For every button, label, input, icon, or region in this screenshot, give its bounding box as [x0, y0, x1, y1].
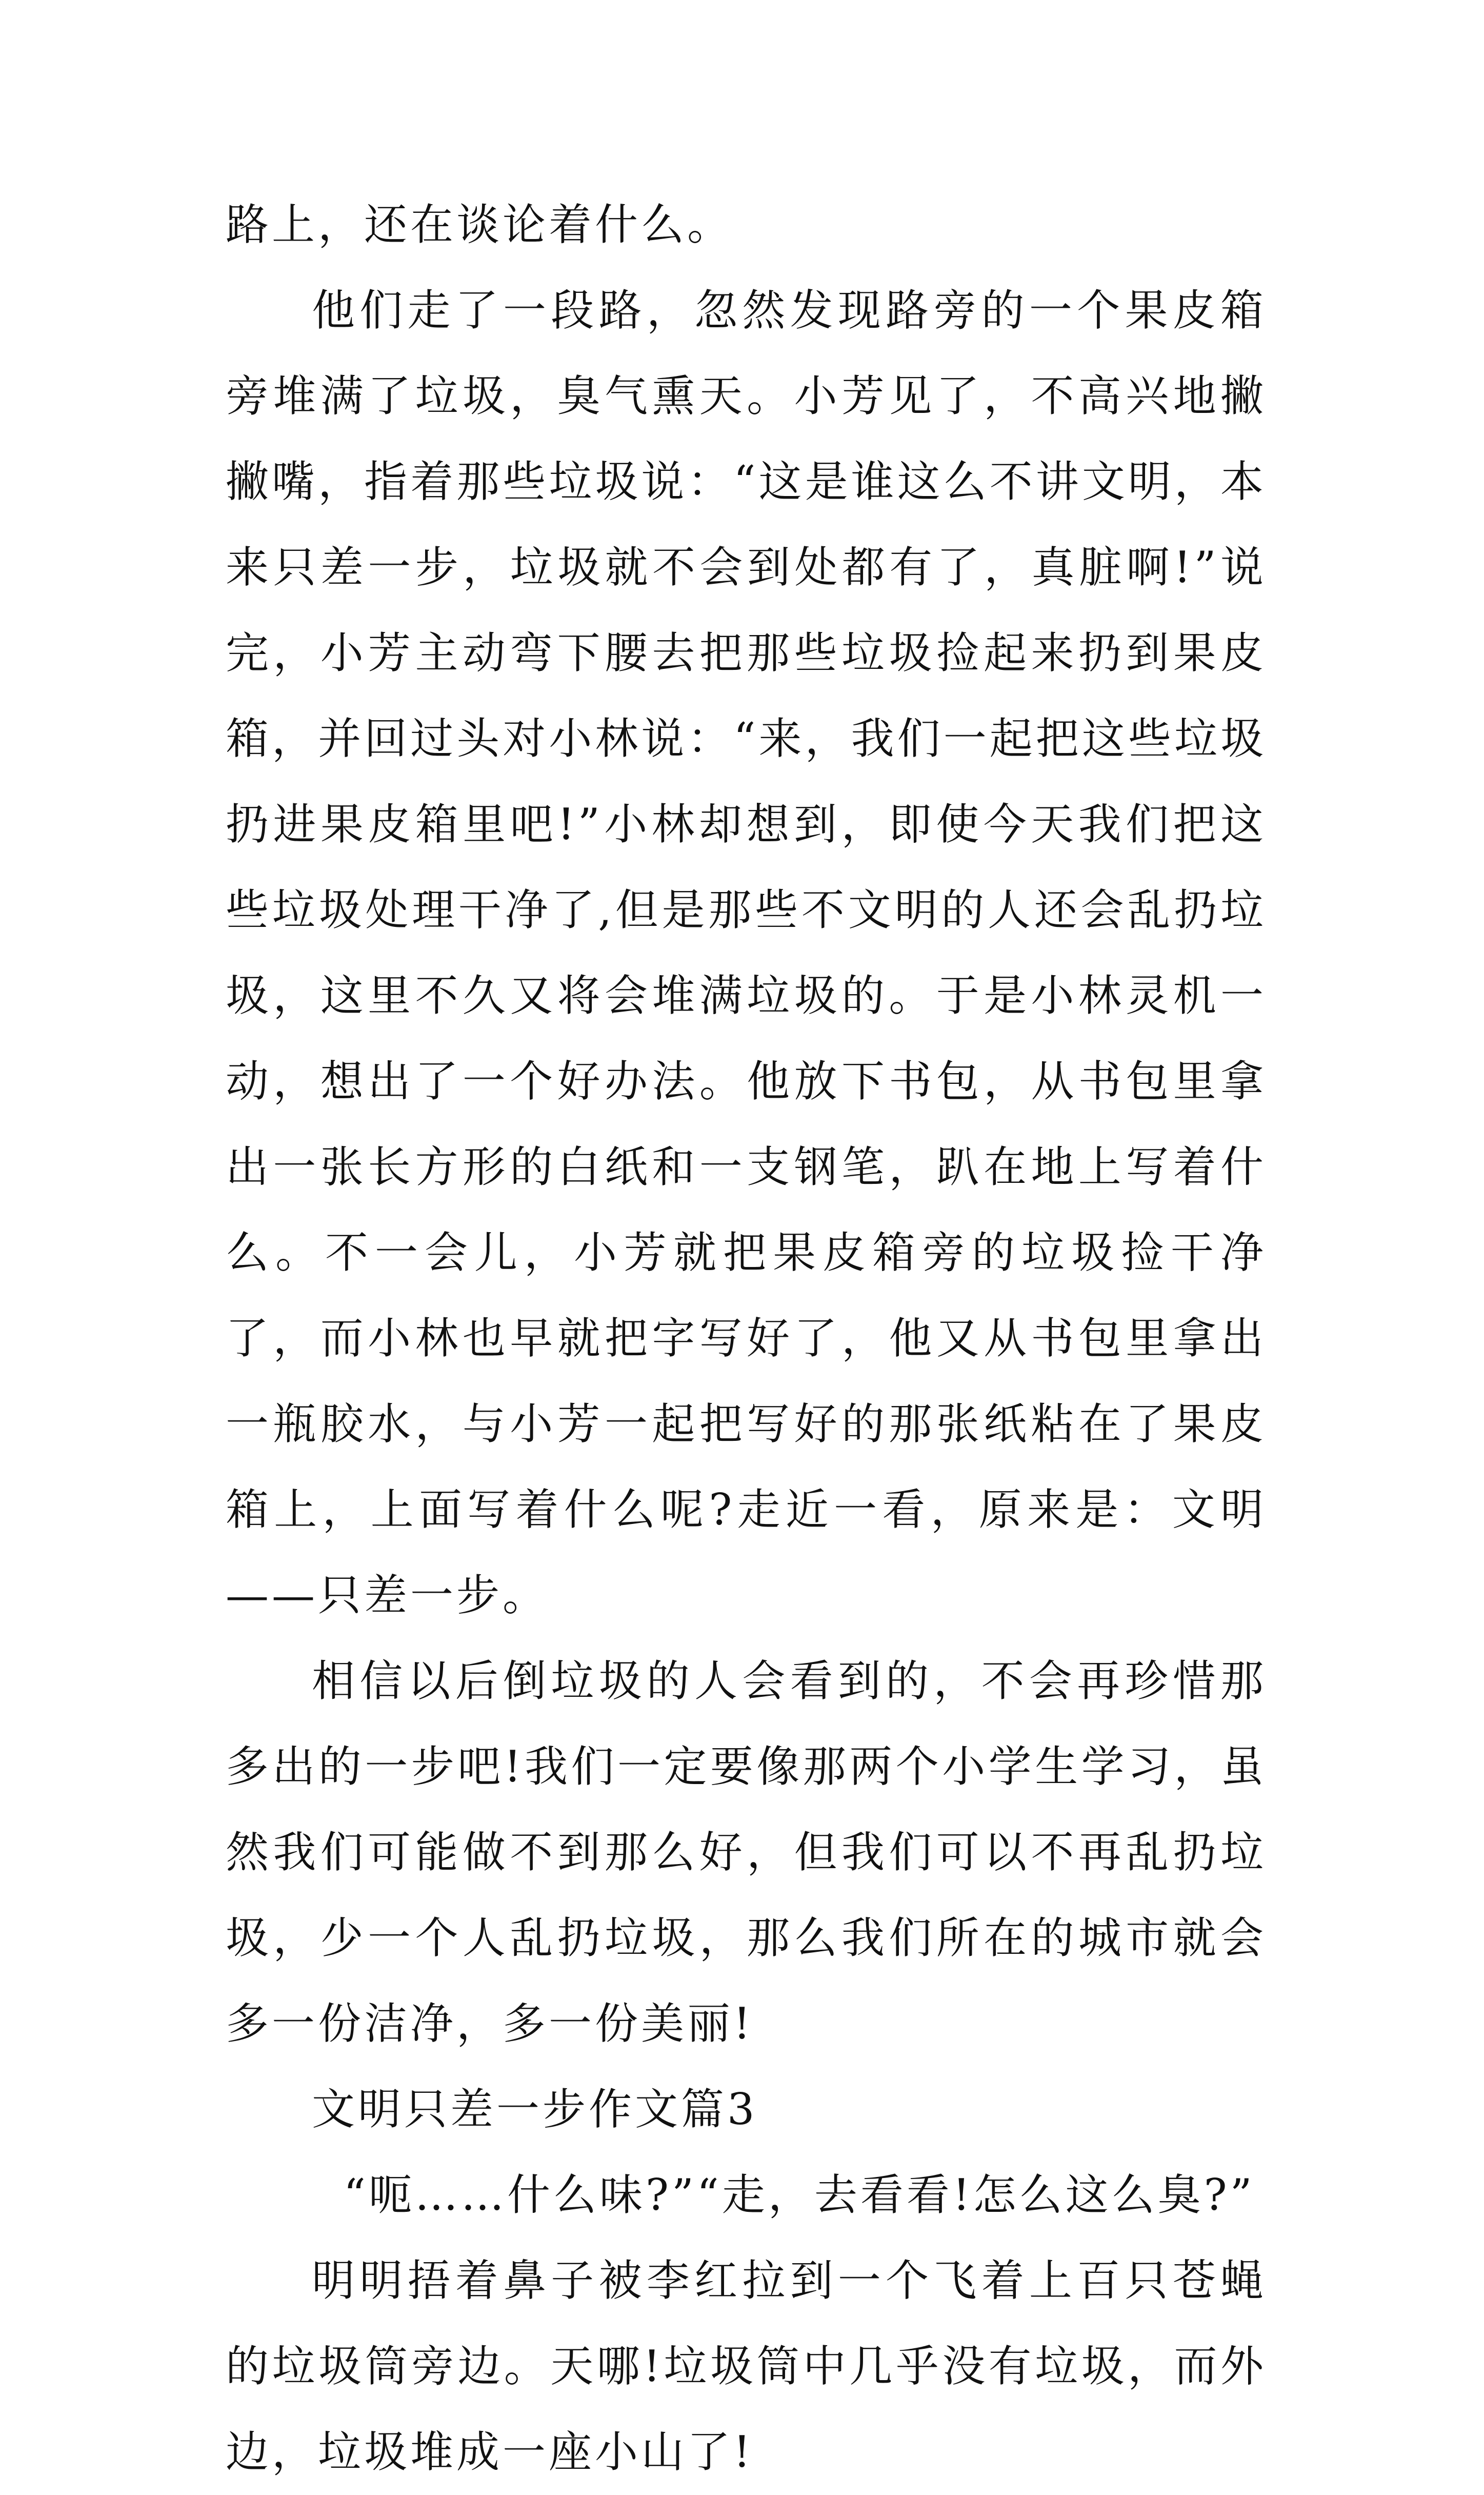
document-body	[226, 182, 1267, 2495]
paragraph-scene: 明明捂着鼻子被李红拉到一个飞着上百只苍蝇的垃圾筒旁边。天哪!垃圾筒中几乎没有垃圾，而外边，垃圾堆成一座小山了!	[226, 2255, 1267, 2477]
paragraph-story: 他们走了一段路，忽然发现路旁的一个果皮箱旁堆满了垃圾，臭气熏天。小芳见了，不高兴地撇撇嘴，指着那些垃圾说：“这是谁这么不讲文明，本来只差一步，垃圾就不会到处都有了，真脏啊!”说完，小芳主动弯下腰去把那些垃圾捡起来扔到果皮箱，并回过头对小林说：“来，我们一起把这些垃圾扔进果皮箱里吧!”小林却想到，即使今天我们把这些垃圾处理干净了,但是那些不文明的人还会乱扔垃圾，这里不久又将会堆满垃圾的。于是小林灵机一动，想出了一个好办法。他放下书包，从书包里拿出一张长方形的白纸和一支钢笔，趴在地上写着什么。不一会儿，小芳就把果皮箱旁的垃圾捡干净了，而小林也早就把字写好了，他又从书包里拿出一瓶胶水，与小芳一起把写好的那张纸粘在了果皮箱上，上面写着什么呢?走近一看，原来是：文明——只差一步。	[226, 285, 1267, 1620]
paragraph-dialogue: “呃……什么味?”“走，去看看!怎么这么臭?”	[344, 2170, 1255, 2220]
paragraph-continuation: 路上，还在谈论着什么。	[226, 200, 734, 250]
section-heading: 文明只差一步作文篇3	[312, 2084, 758, 2134]
paragraph-conclusion: 相信以后倒垃圾的人会看到的，不会再珍惜那多出的一步吧!我们一定要像那两个小学生学习，虽然我们可能做不到那么好，但我们可以不再乱扔垃圾，少一个人乱扔垃圾，那么我们所在的城市就会多一份洁净，多一份美丽!	[226, 1656, 1267, 2049]
